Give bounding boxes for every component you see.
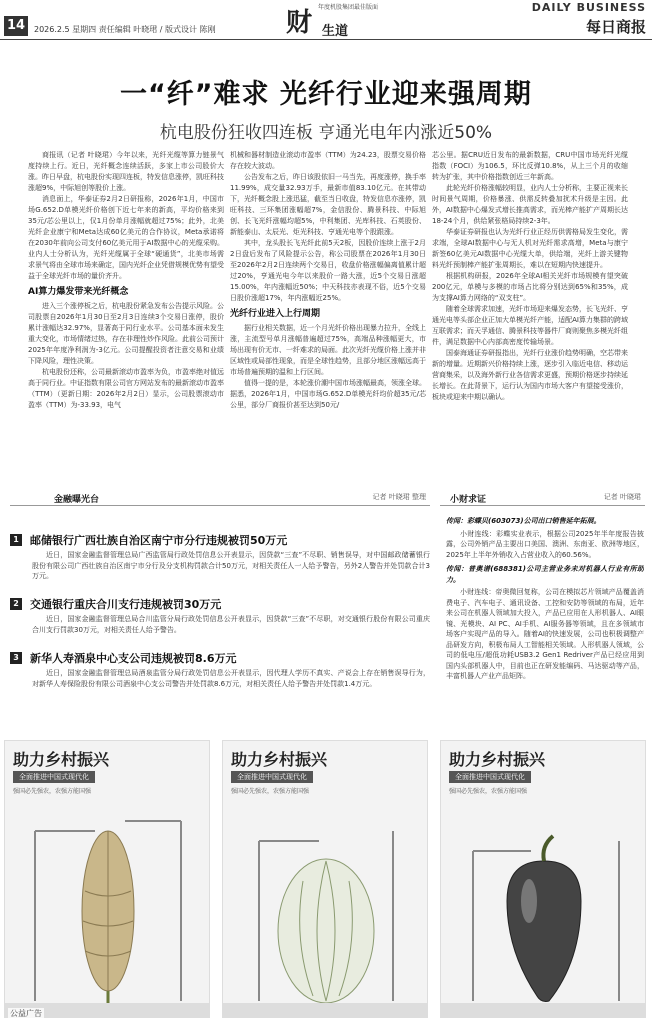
paragraph: 其中，龙头股长飞光纤此前5天2板，因股价连续上涨于2月2日盘后发布了风险提示公告，称公司股票在2026年1月30日至2026年2月2日连续两个交易日，收盘价格涨幅偏离值累计超过20%，亨通光电今年以来股价一路大涨，近5个交易日涨超15.00%，年内涨幅近50%；中天科技亦表现不俗，近5个交易日股价涨超17%，年内涨幅近25%。 xyxy=(230,239,426,302)
poster-title: 助力乡村振兴 xyxy=(231,750,328,769)
poster-tag: 全面推进中国式现代化 xyxy=(231,771,313,783)
paragraph: 机械和器材制造业滚动市盈率（TTM）为24.23，股票交易价格存在较大波动。 xyxy=(230,151,426,170)
poster-pepper xyxy=(440,740,646,1018)
paragraph: 据行业相关数据，近一个月光纤价格出现暴力拉升，全线上涨，主流型号单月涨幅普遍超过75%，高端品种涨幅更大，市场出现有价无市、一纤难求的局面。此次光纤光缆价格上涨并非区域性或局部性现象，而是全球性趋势，且部分地区涨幅远高于市场普遍预期的温和上行区间。 xyxy=(230,324,426,376)
rumor-answer: 小财连线：彩蝶实业表示，根据公司2025年半年度报告披露，公司外销产品主要出口美国、澳洲、东南亚、欧洲等地区，2025年上半年外销收入占营业收入的60.56%。 xyxy=(446,529,644,559)
poster-subtitle: 强国必先强农，农强方能国强 xyxy=(449,788,528,795)
brand-chinese: 每日商报 xyxy=(585,18,646,36)
bulletin-credit: 记者 叶晓珺 整理 xyxy=(372,493,426,501)
news-body: 近日，国家金融监督管理总局合川监管分局行政处罚信息公开表显示，因贷款“三查”不尽职，对交通银行股份有限公司重庆合川支行罚款30万元，对相关责任人给予警告。 xyxy=(32,615,430,634)
paragraph: 杭电股份还称，公司最新滚动市盈率为负，市盈率绝对值远高于同行业。中证指数有限公司官方网站发布的最新滚动市盈率（TTM）（更新日期：2026年2月2日）显示，公司股票滚动市盈率（TTM）为-33.93，电气 xyxy=(28,368,224,409)
side-title: 小财求证 xyxy=(446,492,490,505)
rumor-lead: 传闻：彩蝶贝(603073)公司出口销售延年拓展。 xyxy=(446,517,601,525)
paragraph: 此轮光纤价格涨幅较明显，业内人士分析称，主要正视来长时间景气周期，价格暴涨、供需反转叠加扰术升级是主因。此外，AI数据中心爆发式增长推高需求，而光棒产能扩产周期长达18-24个月，供给紧张格局持续2-3年。 xyxy=(432,184,628,225)
news-body: 近日，国家金融监督管理总局广西监管局行政处罚信息公开表显示，因贷款“三查”不尽职、销售误导，对中国邮政储蓄银行股份有限公司广西壮族自治区南宁市分行及分支机构罚款合计50万元，对相关责任人一人给予警告，另外2人警告并处罚款合计3万元。 xyxy=(32,551,430,580)
article-body xyxy=(28,150,628,482)
column-logo: 财 xyxy=(286,8,313,38)
bulletin-title: 金融曝光台 xyxy=(50,492,103,505)
news-title: 新华人寿酒泉中心支公司违规被罚8.6万元 xyxy=(30,652,237,665)
paragraph: 随着全球需求加速，光纤市场迎来爆发态势，长飞光纤、亨通光电等头部企业正加大单模光纤产能，适配AI算力集群的跨域互联需求；而天孚通信、腾景科技等器件厂商则聚焦多模光纤组件，满足数据中心内部高密度传输场景。 xyxy=(432,305,628,346)
paragraph: 芯公里。据CRU近日发布的最新数据，CRU中国市场光纤光缆指数（FOCI）为106.5，环比反弹10.8%，从上三个月的收缩转为扩张，其中价格指数创近三年新高。 xyxy=(432,151,628,181)
poster-title: 助力乡村振兴 xyxy=(449,750,546,769)
page-number: 14 xyxy=(4,16,28,36)
poster-subtitle: 强国必先强农，农强方能国强 xyxy=(231,788,310,795)
poster-cabbage xyxy=(222,740,428,1018)
news-title: 交通银行重庆合川支行违规被罚30万元 xyxy=(30,598,222,611)
side-column xyxy=(446,512,644,742)
poster-wheat xyxy=(4,740,210,1018)
side-header xyxy=(440,490,645,506)
paragraph: 进入三个涨停板之后，杭电股份紧急发布公告提示风险。公司股票自2026年1月30日至2月3日连续3个交易日涨停，股价累计涨幅达32.97%，显著高于同行业水平。公司基本面未发生重大变化，市场情绪过热，存在非理性炒作风险。此前公司预计2025年年度净利润为-3亿元。公司提醒投资者注意交易和业绩下降风险，理性决策。 xyxy=(28,302,224,365)
side-credit: 记者 叶晓珺 xyxy=(603,493,641,501)
column-subtitle: 年度机股集团最佳版面 xyxy=(318,4,379,11)
news-item xyxy=(10,598,430,644)
paragraph: 消息面上，华泰证券2月2日研报称，2026年1月，中国市场G.652.D单模光纤价格创下近七年来的新高，平均价格来到35元/芯公里以上，仅1月份单月涨幅就超过75%；此外，北美光纤企业康宁和Meta达成60亿美元的合作协议，Meta承诺将在2030年前向公司支付60亿美元用于AI数据中心的光缆采购。业内人士分析认为，光纤光缆属于全球“硬通货”，北美市场需求景气将由全球市场来确定，国内光纤企业凭借规模优势有望受益于全球光纤市场的量价齐升。 xyxy=(28,195,224,280)
paragraph: 值得一提的是，本轮涨价潮中国市场涨幅最高，领涨全球。据悉，2026年1月，中国市场G.652.D单模光纤均价超35元/芯公里，部分厂商报价甚至达到50元/ xyxy=(230,379,426,409)
cabbage-illustration xyxy=(223,791,428,1018)
poster-tag: 全面推进中国式现代化 xyxy=(449,771,531,783)
rumor-lead: 传闻：普奥谱(688381)公司主营业务未对机器人行业有所助力。 xyxy=(446,565,644,584)
item-number: 1 xyxy=(10,534,22,546)
column-name: 生道 xyxy=(322,24,349,39)
paragraph: 公告发布之后，昨日该股依旧一马当先，再度涨停，换手率11.99%，成交量32.93万手，最新市值83.10亿元。在其带动下，光纤概念股上涨迅猛，截至当日收盘，特发信息亦涨停，凯旺科技、三环集团涨幅超7%，金信股份、腾景科技、中际旭创、长飞光纤涨幅均超5%，中利集团、光库科技、石英股份、新能泰山、太辰光、炬光科技、亨通光电等个股跟涨。 xyxy=(230,173,426,236)
article-column-3 xyxy=(432,150,628,482)
issue-meta: 2026.2.5 星期四 责任编辑 叶晓珺 / 版式设计 陈刚 xyxy=(34,25,216,34)
bulletin-header xyxy=(10,490,430,506)
paragraph: 根据机构研报，2026年全球AI相关光纤市场规模有望突破200亿元，单模与多模的市场占比将分别达到65%和35%，成为支撑AI算力网络的“双支柱”。 xyxy=(432,272,628,302)
paragraph: 国泰海通证券研报指出，光纤行业涨价趋势明确，空芯带来新的增量。近期新兴价格持续上涨，逐步引入临近电信、移动运营商集采，以及海外新行业各信需求更盛，预期价格逐步持续延长增长。在此背景下，运行认为国内市场大客户有望接受涨价，板块或迎来中期以确认。 xyxy=(432,349,628,401)
headline: 一“纤”难求 光纤行业迎来强周期 xyxy=(120,79,532,110)
pepper-illustration xyxy=(441,791,646,1018)
brand-english: DAILY BUSINESS xyxy=(531,1,646,14)
item-number: 2 xyxy=(10,598,22,610)
masthead xyxy=(0,0,652,40)
news-item xyxy=(10,652,430,712)
public-service-ad-label: 公益广告 xyxy=(10,1009,42,1018)
news-item xyxy=(10,534,430,592)
news-title: 邮储银行广西壮族自治区南宁市分行违规被罚50万元 xyxy=(30,534,288,547)
item-number: 3 xyxy=(10,652,22,664)
rumor-answer: 小财连线：帝奥微回复称，公司在模拟芯片领域产品覆盖消费电子、汽车电子、通讯设备、工控和安防等领域的布局，近年来公司在机器人领域加大投入，产品已应用在人形机器人、AI眼镜、光模块、AI PC、AI手机、AI服务器等领域，且在多领域市场客户实现产品的导入。随着AI的快速发展，公司也积极调整产品研发方向，积极布局人工智能相关领域。人形机器人领域，公司的低电压/超低功耗USB3.2 Gen1 Redriver产品已经应用到国内头部机器人中，目前也正在研发能编码、马达驱动等产品，丰富机器人产业产品矩阵。 xyxy=(446,588,644,680)
subheadline: 杭电股份狂收四连板 亨通光电年内涨近50% xyxy=(159,123,493,143)
wheat-illustration xyxy=(5,791,210,1018)
article-column-2 xyxy=(230,150,426,482)
article-column-1 xyxy=(28,150,224,482)
poster-subtitle: 强国必先强农，农强方能国强 xyxy=(13,788,92,795)
section-heading: AI算力爆发带来光纤概念 xyxy=(28,287,129,297)
paragraph: 华泰证券研报也认为光纤行业正经历供需格局发生变化，需求端，全球AI数据中心与无人机对光纤需求高增，Meta与康宁新签60亿美元AI数据中心光缆大单，供给端，光纤上游关键物料光纤预制棒产能扩张周期长，难以在短期内快速提升。 xyxy=(432,228,628,269)
news-body: 近日，国家金融监督管理总局酒泉监管分局行政处罚信息公开表显示，因代理人学历不真实、产说会上存在销售误导行为，对新华人寿保险股份有限公司酒泉中心支公司警告并处罚款8.6万元，对相关责任人给予警告并处罚款1.4万元。 xyxy=(32,669,430,688)
poster-title: 助力乡村振兴 xyxy=(13,750,110,769)
section-heading: 光纤行业进入上行周期 xyxy=(230,309,321,319)
poster-tag: 全面推进中国式现代化 xyxy=(13,771,95,783)
paragraph: 商报讯（记者 叶晓珺）今年以来，光纤光缆等算力链景气度持续上行。近日，光纤概念连续活跃，多家上市公司股价大涨。昨日早盘，杭电股份实现四连板，特发信息涨停，凯旺科技涨超9%，中际旭创等股价上涨。 xyxy=(28,151,224,192)
